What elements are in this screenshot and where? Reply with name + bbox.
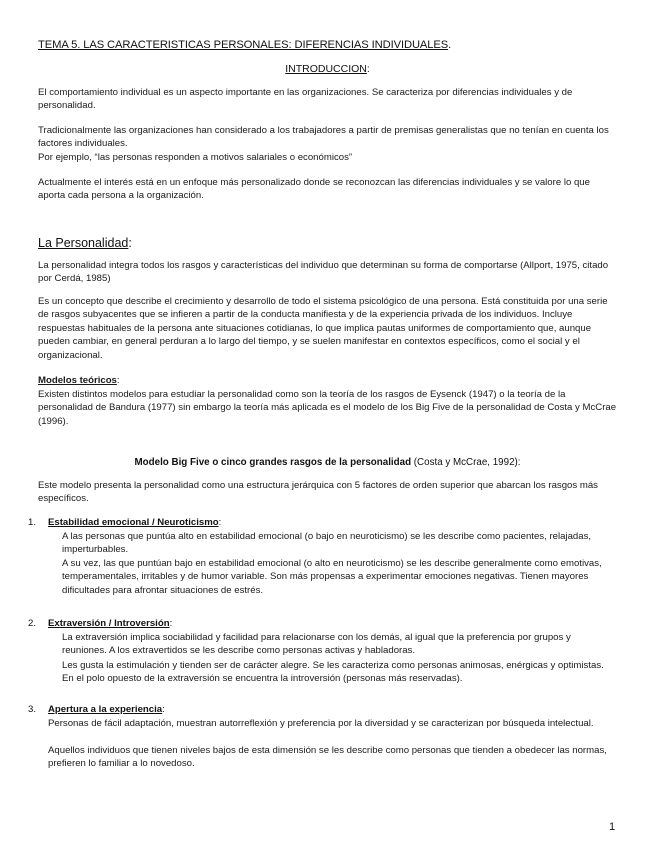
bigfive-intro: Este modelo presenta la personalidad como una estructura jerárquica con 5 factores de orden superior que abarcan los rasgos más específicos. (38, 480, 598, 505)
bigfive-heading (0, 456, 655, 470)
list-number-3: 3. (28, 704, 37, 715)
list-item-2-title-text: Extraversión / Introversión (48, 618, 170, 629)
models-heading (38, 374, 618, 387)
personality-paragraph-1: La personalidad integra todos los rasgos y características del individuo que determinan su forma de comportarse (Allport, 1975, citado por Cerdá, 1985) (38, 260, 609, 285)
personality-heading (38, 235, 132, 251)
intro-paragraph-2: Tradicionalmente las organizaciones han considerado a los trabajadores a partir de premisas generalistas que no tenían en cuenta los factores individuales. (38, 125, 609, 150)
title-dot: . (448, 39, 452, 51)
models-heading-text: Modelos teóricos (38, 375, 117, 386)
list-item-2-title (48, 617, 172, 630)
document-title (38, 38, 451, 52)
intro-paragraph-2-example: Por ejemplo, “las personas responden a motivos salariales o económicos” (38, 152, 353, 163)
personality-heading-text: La Personalidad (38, 236, 129, 250)
list-item-3-colon: : (162, 704, 165, 715)
list-item-3-paragraph-1: Personas de fácil adaptación, muestran autorreflexión y preferencia por la diversidad y se caracterizan por búsqueda intelectual. (48, 718, 594, 729)
list-item-3-title (48, 703, 165, 716)
list-number-1: 1. (28, 517, 37, 528)
list-item-1-title (48, 516, 221, 529)
title-text: TEMA 5. LAS CARACTERISTICAS PERSONALES: DIFERENCIAS INDIVIDUALES (38, 39, 449, 51)
bigfive-citation: (Costa y McCrae, 1992): (411, 457, 521, 468)
list-item-1-title-text: Estabilidad emocional / Neuroticismo (48, 517, 219, 528)
list-item-1-paragraph-1: A las personas que puntúa alto en estabilidad emocional (o bajo en neuroticismo) se les describe como pacientes, relajadas, imperturbables. (62, 531, 592, 556)
models-heading-colon: : (116, 375, 120, 386)
intro-heading-text: INTRODUCCION (285, 63, 367, 75)
models-paragraph: Existen distintos modelos para estudiar la personalidad como son la teoría de los rasgos de Eysenck (1947) o la teoría de la personalidad de Bandura (1977) sin embargo la teoría más aplicada es el modelo de los Big Five de la personalidad de Costa y McCrae (1996). (38, 389, 617, 427)
intro-paragraph-3: Actualmente el interés está en un enfoque más personalizado donde se reconozcan las diferencias individuales y se valore lo que aporta cada persona a la organización. (38, 177, 590, 202)
list-number-2: 2. (28, 618, 37, 629)
list-item-3-title-text: Apertura a la experiencia (48, 704, 163, 715)
page-number: 1 (609, 821, 616, 833)
bigfive-heading-text: Modelo Big Five o cinco grandes rasgos de la personalidad (134, 457, 412, 468)
list-item-2-paragraph-2: Les gusta la estimulación y tienden ser de carácter alegre. Se les caracteriza como personas animosas, enérgicas y optimistas. En el polo opuesto de la extraversión se encuentra la introversión (personas más reservadas). (62, 660, 604, 685)
personality-paragraph-2: Es un concepto que describe el crecimiento y desarrollo de todo el sistema psicológico de una persona. Está constituida por una serie de rasgos subyacentes que se infieren a partir de la conducta manifiesta y de la experiencia privada de los individuos. Incluye respuestas habituales de la persona ante situaciones cotidianas, lo que implica pautas uniformes de comportamiento que, aunque pueden cambiar, en general perduran a lo largo del tiempo, y se suelen manifestar en contextos específicos, como el social y el organizacional. (38, 296, 608, 361)
intro-heading-colon: : (366, 63, 370, 75)
list-item-2-colon: : (169, 618, 173, 629)
personality-heading-colon: : (128, 236, 132, 250)
list-item-2-paragraph-1: La extraversión implica sociabilidad y facilidad para relacionarse con los demás, al igual que la preferencia por grupos y reuniones. A los extravertidos se les describe como personas activas y habladoras. (62, 632, 571, 657)
list-item-1-paragraph-2: A su vez, las que puntúan bajo en estabilidad emocional (o alto en neuroticismo) se les describe generalmente como emotivas, temperamentales, irritables y de humor variable. Son más propensas a experimentar emociones negativas. Tienen mayores dificultades para afrontar situaciones de estrés. (62, 558, 602, 596)
list-item-1-colon: : (218, 517, 222, 528)
intro-paragraph-1: El comportamiento individual es un aspecto importante en las organizaciones. Se caracteriza por diferencias individuales y de personalidad. (38, 87, 573, 112)
list-item-3-paragraph-2: Aquellos individuos que tienen niveles bajos de esta dimensión se les describe como personas que tienden a obedecer las normas, prefieren lo familiar a lo novedoso. (48, 745, 607, 770)
intro-heading (0, 62, 655, 76)
